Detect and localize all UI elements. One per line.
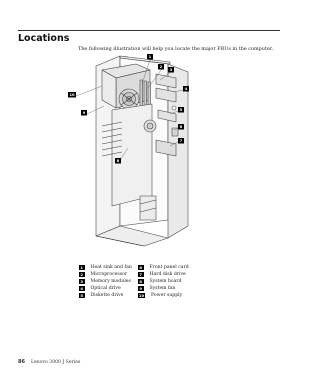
legend-number: 3 bbox=[80, 279, 84, 284]
legend-label: Optical drive bbox=[90, 286, 121, 291]
callout-1 bbox=[147, 54, 153, 60]
legend-number: 6 bbox=[139, 265, 143, 270]
callout-8 bbox=[115, 158, 121, 164]
legend-item bbox=[138, 265, 189, 270]
legend-label: System fan bbox=[149, 286, 176, 291]
svg-text:7: 7 bbox=[179, 138, 183, 143]
legend-number: 9 bbox=[139, 286, 143, 291]
callout-4 bbox=[183, 86, 189, 92]
callout-10 bbox=[68, 92, 76, 98]
svg-text:8: 8 bbox=[116, 158, 120, 163]
svg-text:3: 3 bbox=[169, 67, 173, 72]
svg-text:10: 10 bbox=[69, 92, 75, 97]
legend-item bbox=[138, 279, 182, 284]
page-number: 86 bbox=[18, 359, 25, 365]
svg-text:9: 9 bbox=[82, 110, 86, 115]
section-heading: Locations bbox=[18, 33, 70, 44]
legend-item bbox=[79, 293, 123, 298]
callout-5 bbox=[178, 107, 184, 113]
callout-2 bbox=[158, 64, 164, 70]
legend-label: Front panel card bbox=[149, 265, 189, 270]
legend-item bbox=[79, 279, 131, 284]
legend-label: Microprocessor bbox=[90, 272, 128, 277]
callout-3 bbox=[168, 67, 174, 73]
page-footer bbox=[18, 359, 80, 365]
front-panel-card bbox=[172, 128, 178, 136]
callout-6 bbox=[178, 124, 184, 130]
legend-number: 2 bbox=[80, 272, 84, 277]
legend-number: 4 bbox=[80, 286, 84, 291]
svg-text:4: 4 bbox=[184, 86, 188, 91]
svg-text:2: 2 bbox=[159, 64, 163, 69]
svg-text:6: 6 bbox=[179, 124, 183, 129]
intro-paragraph: The following illustration will help you locate the major FRUs in the computer. bbox=[78, 46, 274, 52]
legend-item bbox=[138, 286, 175, 291]
legend-label: Memory modules bbox=[90, 279, 131, 284]
legend-number: 5 bbox=[80, 293, 84, 298]
legend-number: 10 bbox=[138, 293, 145, 298]
book-title: Lenovo 3000 J Series bbox=[30, 360, 81, 365]
svg-text:5: 5 bbox=[179, 107, 183, 112]
legend-item bbox=[79, 272, 127, 277]
legend-number: 7 bbox=[139, 272, 143, 277]
legend-label: System board bbox=[149, 279, 182, 284]
legend-number: 1 bbox=[80, 265, 84, 270]
legend-label: Hard disk drive bbox=[149, 272, 186, 277]
legend-label: Power supply bbox=[151, 293, 183, 298]
svg-text:1: 1 bbox=[148, 54, 152, 59]
legend-label: Heat sink and fan bbox=[90, 265, 132, 270]
callout-7 bbox=[178, 138, 184, 144]
legend-item bbox=[138, 293, 182, 298]
legend-item bbox=[138, 272, 186, 277]
legend-number: 8 bbox=[139, 279, 143, 284]
callout-9 bbox=[81, 110, 87, 116]
legend-label: Diskette drive bbox=[90, 293, 124, 298]
system-board bbox=[112, 104, 152, 206]
legend-item bbox=[79, 265, 132, 270]
legend-item bbox=[79, 286, 121, 291]
